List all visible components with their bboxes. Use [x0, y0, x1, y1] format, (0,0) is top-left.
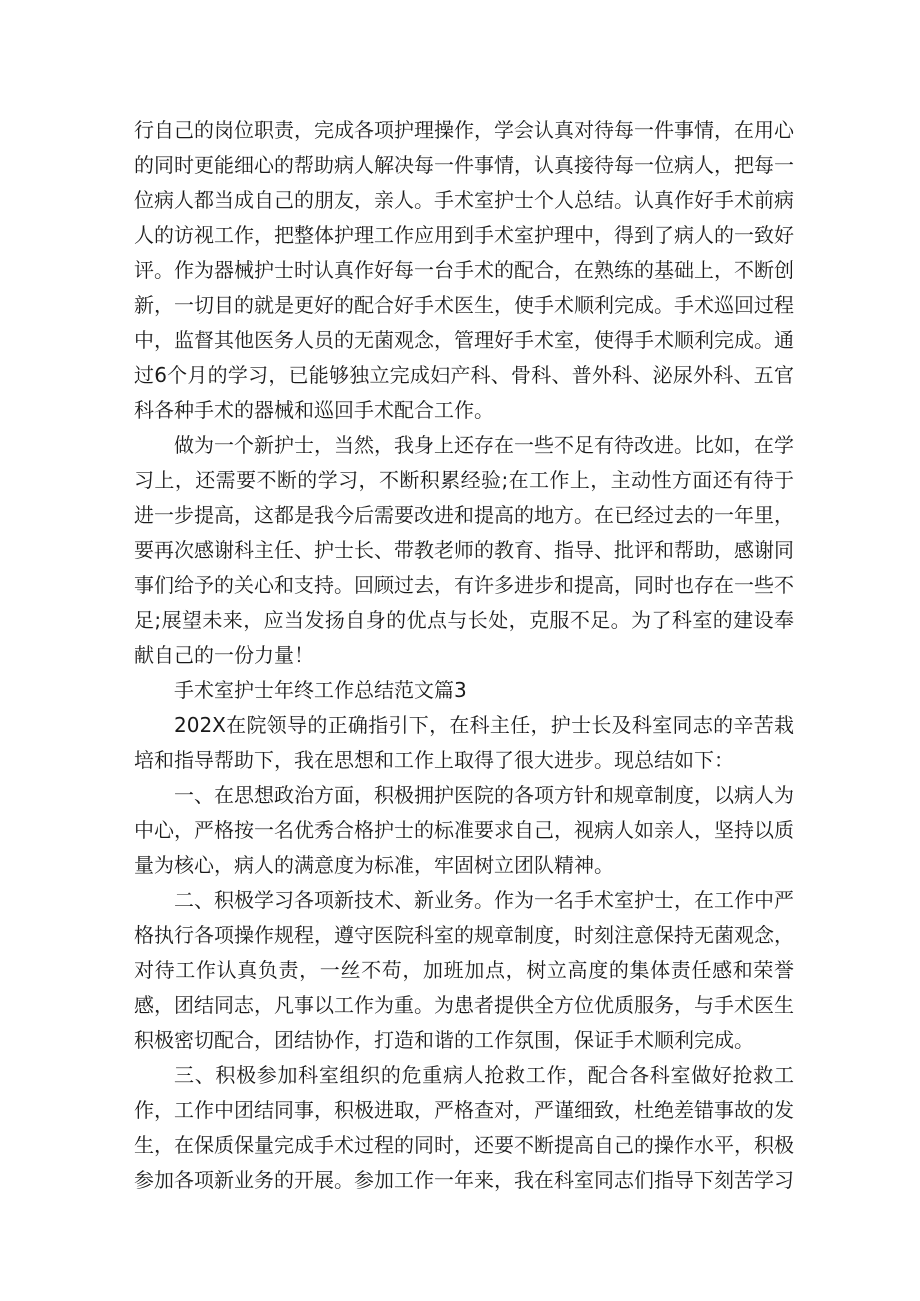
- section-heading: 手术室护士年终工作总结范文篇3: [174, 678, 467, 702]
- paragraph-intro: 202X在院领导的正确指引下，在科主任，护士长及科室同志的辛苦栽培和指导帮助下，我在思想和工作上取得了很大进步。现总结如下：: [134, 713, 794, 772]
- document-body: [134, 113, 794, 1198]
- paragraph-political-thought: 一、在思想政治方面，积极拥护医院的各项方针和规章制度，以病人为中心，严格按一名优秀合格护士的标准要求自己，视病人如亲人，坚持以质量为核心，病人的满意度为标准，牢固树立团队精神。: [134, 783, 794, 877]
- paragraph-rescue-work: 三、积极参加科室组织的危重病人抢救工作，配合各科室做好抢救工作，工作中团结同事，积极进取，严格查对，严谨细致，杜绝差错事故的发生，在保质保量完成手术过程的同时，还要不断提高自己的操作水平，积极参加各项新业务的开展。参加工作一年来，我在科室同志们指导下刻苦学习: [134, 1063, 794, 1192]
- paragraph-continued-duties: 行自己的岗位职责，完成各项护理操作，学会认真对待每一件事情，在用心的同时更能细心的帮助病人解决每一件事情，认真接待每一位病人，把每一位病人都当成自己的朋友，亲人。手术室护士个人总结。认真作好手术前病人的访视工作，把整体护理工作应用到手术室护理中，得到了病人的一致好评。作为器械护士时认真作好每一台手术的配合，在熟练的基础上，不断创新，一切目的就是更好的配合好手术医生，使手术顺利完成。手术巡回过程中，监督其他医务人员的无菌观念，管理好手术室，使得手术顺利完成。通过6个月的学习，已能够独立完成妇产科、骨科、普外科、泌尿外科、五官科各种手术的器械和巡回手术配合工作。: [134, 118, 794, 422]
- paragraph-shortcomings: 做为一个新护士，当然，我身上还存在一些不足有待改进。比如，在学习上，还需要不断的学习，不断积累经验;在工作上，主动性方面还有待于进一步提高，这都是我今后需要改进和提高的地方。在已经过去的一年里，要再次感谢科主任、护士长、带教老师的教育、指导、批评和帮助，感谢同事们给予的关心和支持。回顾过去，有许多进步和提高，同时也存在一些不足;展望未来，应当发扬自身的优点与长处，克服不足。为了科室的建设奉献自己的一份力量！: [134, 433, 794, 667]
- paragraph-new-techniques: 二、积极学习各项新技术、新业务。作为一名手术室护士，在工作中严格执行各项操作规程，遵守医院科室的规章制度，时刻注意保持无菌观念，对待工作认真负责，一丝不苟，加班加点，树立高度的集体责任感和荣誉感，团结同志，凡事以工作为重。为患者提供全方位优质服务，与手术医生积极密切配合，团结协作，打造和谐的工作氛围，保证手术顺利完成。: [134, 888, 794, 1052]
